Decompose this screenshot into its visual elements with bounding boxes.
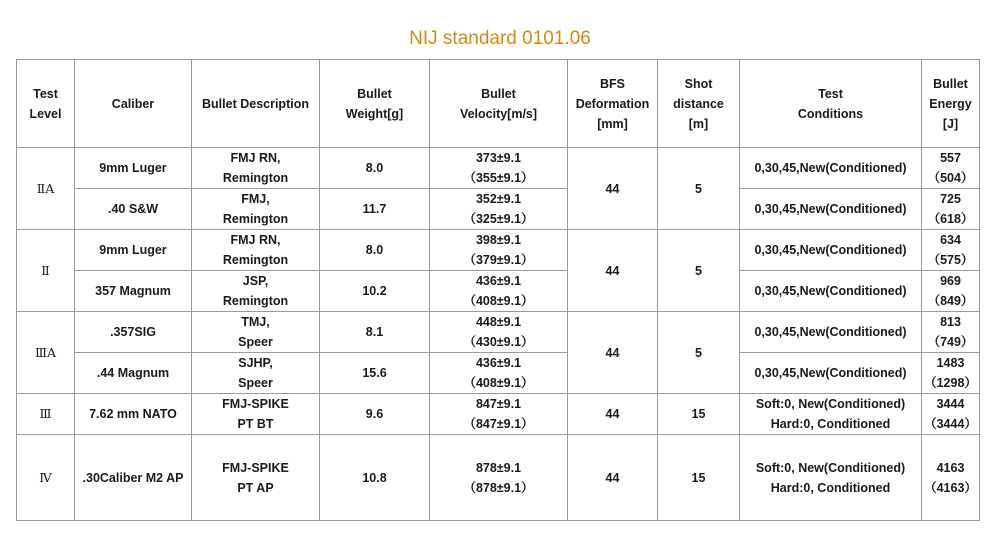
header-bullet-description: Bullet Description	[192, 60, 320, 148]
caliber-cell: 357 Magnum	[75, 271, 192, 312]
caliber-cell: .30Caliber M2 AP	[75, 435, 192, 521]
test-conditions-cell: 0,30,45,New(Conditioned)	[740, 230, 922, 271]
test-level-cell: Ⅱ	[17, 230, 75, 312]
test-conditions-cell: Soft:0, New(Conditioned) Hard:0, Conditioned	[740, 435, 922, 521]
bullet-weight-cell: 10.8	[320, 435, 430, 521]
bullet-energy-cell: 813 （749）	[922, 312, 980, 353]
bullet-energy-cell: 3444 （3444）	[922, 394, 980, 435]
shot-distance-cell: 5	[658, 230, 740, 312]
header-test-level: Test Level	[17, 60, 75, 148]
caliber-cell: .40 S&W	[75, 189, 192, 230]
header-test-conditions: Test Conditions	[740, 60, 922, 148]
test-level-cell: Ⅲ	[17, 394, 75, 435]
bullet-description-cell: FMJ-SPIKE PT AP	[192, 435, 320, 521]
table-row	[17, 435, 980, 521]
table-row	[17, 394, 980, 435]
header-bullet-velocity: Bullet Velocity[m/s]	[430, 60, 568, 148]
shot-distance-cell: 15	[658, 394, 740, 435]
bullet-velocity-cell: 373±9.1 （355±9.1）	[430, 148, 568, 189]
bullet-velocity-cell: 436±9.1 （408±9.1）	[430, 353, 568, 394]
test-level-cell: Ⅳ	[17, 435, 75, 521]
bullet-weight-cell: 11.7	[320, 189, 430, 230]
bullet-energy-cell: 557 （504）	[922, 148, 980, 189]
test-conditions-cell: 0,30,45,New(Conditioned)	[740, 353, 922, 394]
bfs-deformation-cell: 44	[568, 148, 658, 230]
bullet-weight-cell: 10.2	[320, 271, 430, 312]
header-bullet-weight: Bullet Weight[g]	[320, 60, 430, 148]
header-row	[17, 60, 980, 148]
shot-distance-cell: 15	[658, 435, 740, 521]
bullet-description-cell: JSP, Remington	[192, 271, 320, 312]
table-row	[17, 189, 980, 230]
bullet-energy-cell: 969 （849）	[922, 271, 980, 312]
nij-standard-table	[16, 59, 980, 521]
shot-distance-cell: 5	[658, 148, 740, 230]
caliber-cell: .44 Magnum	[75, 353, 192, 394]
bullet-energy-cell: 634 （575）	[922, 230, 980, 271]
table-row	[17, 312, 980, 353]
table-row	[17, 271, 980, 312]
caliber-cell: 7.62 mm NATO	[75, 394, 192, 435]
bullet-velocity-cell: 436±9.1 （408±9.1）	[430, 271, 568, 312]
test-conditions-cell: Soft:0, New(Conditioned) Hard:0, Conditioned	[740, 394, 922, 435]
bfs-deformation-cell: 44	[568, 394, 658, 435]
bfs-deformation-cell: 44	[568, 435, 658, 521]
bullet-energy-cell: 1483 （1298）	[922, 353, 980, 394]
bullet-weight-cell: 9.6	[320, 394, 430, 435]
header-caliber: Caliber	[75, 60, 192, 148]
test-conditions-cell: 0,30,45,New(Conditioned)	[740, 189, 922, 230]
bullet-velocity-cell: 878±9.1 （878±9.1）	[430, 435, 568, 521]
test-conditions-cell: 0,30,45,New(Conditioned)	[740, 148, 922, 189]
header-shot-distance: Shot distance [m]	[658, 60, 740, 148]
header-bfs-deformation: BFS Deformation [mm]	[568, 60, 658, 148]
bullet-description-cell: FMJ-SPIKE PT BT	[192, 394, 320, 435]
test-conditions-cell: 0,30,45,New(Conditioned)	[740, 312, 922, 353]
shot-distance-cell: 5	[658, 312, 740, 394]
bullet-description-cell: SJHP, Speer	[192, 353, 320, 394]
test-level-cell: ⅢA	[17, 312, 75, 394]
bullet-weight-cell: 8.1	[320, 312, 430, 353]
table-row	[17, 148, 980, 189]
bullet-description-cell: FMJ RN, Remington	[192, 148, 320, 189]
bullet-velocity-cell: 448±9.1 （430±9.1）	[430, 312, 568, 353]
bfs-deformation-cell: 44	[568, 312, 658, 394]
caliber-cell: 9mm Luger	[75, 148, 192, 189]
bullet-velocity-cell: 847±9.1 （847±9.1）	[430, 394, 568, 435]
header-bullet-energy: Bullet Energy [J]	[922, 60, 980, 148]
page-title: NIJ standard 0101.06	[409, 28, 591, 49]
bullet-energy-cell: 4163 （4163）	[922, 435, 980, 521]
table-row	[17, 353, 980, 394]
caliber-cell: .357SIG	[75, 312, 192, 353]
bullet-velocity-cell: 352±9.1 （325±9.1）	[430, 189, 568, 230]
bullet-weight-cell: 15.6	[320, 353, 430, 394]
caliber-cell: 9mm Luger	[75, 230, 192, 271]
bullet-description-cell: TMJ, Speer	[192, 312, 320, 353]
table-row	[17, 230, 980, 271]
bullet-description-cell: FMJ RN, Remington	[192, 230, 320, 271]
test-conditions-cell: 0,30,45,New(Conditioned)	[740, 271, 922, 312]
bullet-weight-cell: 8.0	[320, 230, 430, 271]
bullet-description-cell: FMJ, Remington	[192, 189, 320, 230]
bfs-deformation-cell: 44	[568, 230, 658, 312]
test-level-cell: ⅡA	[17, 148, 75, 230]
bullet-velocity-cell: 398±9.1 （379±9.1）	[430, 230, 568, 271]
bullet-energy-cell: 725 （618）	[922, 189, 980, 230]
bullet-weight-cell: 8.0	[320, 148, 430, 189]
